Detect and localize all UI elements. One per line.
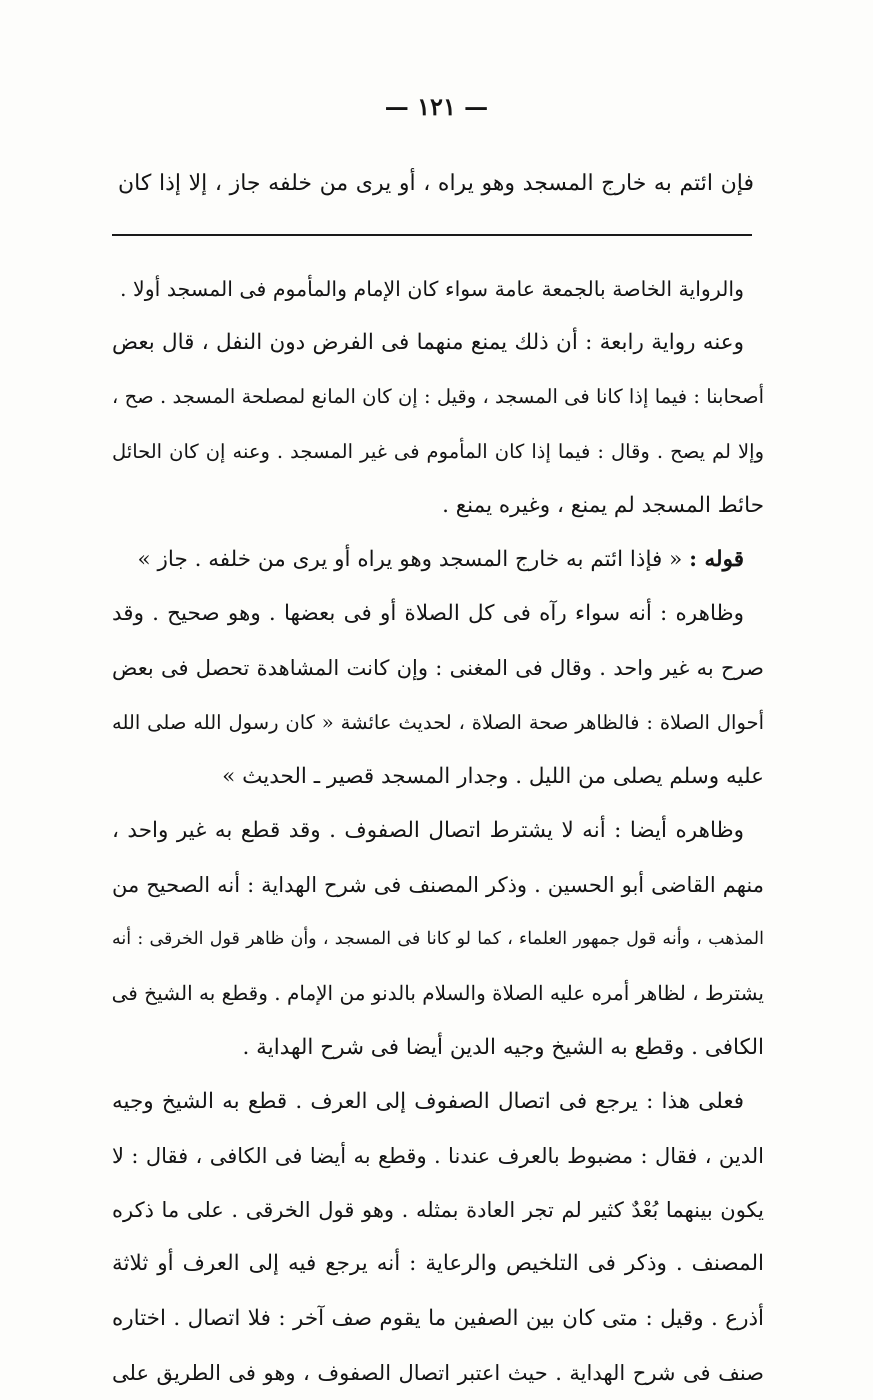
- commentary-line: حائط المسجد لم يمنع ، وغيره يمنع .: [442, 492, 764, 518]
- commentary-line: وظاهره أيضا : أنه لا يشترط اتصال الصفوف . وقد قطع به غير واحد ،: [112, 817, 744, 843]
- main-text-line: فإن ائتم به خارج المسجد وهو يراه ، أو يرى من خلفه جاز ، إلا إذا كان: [118, 171, 754, 196]
- commentary-line: يكون بينهما بُعْدٌ كثير لم تجر العادة بمثله . وهو قول الخرقى . على ما ذكره: [112, 1198, 764, 1223]
- commentary-line: عليه وسلم يصلى من الليل . وجدار المسجد قصير ـ الحديث »: [222, 763, 764, 789]
- lemma-label: قوله :: [689, 546, 744, 572]
- separator-rule: [112, 234, 752, 236]
- commentary-line: الدين ، فقال : مضبوط بالعرف عندنا . وقطع به أيضا فى الكافى ، فقال : لا: [112, 1144, 764, 1168]
- commentary-line: الكافى . وقطع به الشيخ وجيه الدين أيضا فى شرح الهداية .: [242, 1034, 764, 1060]
- commentary-line: يشترط ، لظاهر أمره عليه الصلاة والسلام بالدنو من الإمام . وقطع به الشيخ فى: [112, 981, 764, 1006]
- commentary-line: وظاهره : أنه سواء رآه فى كل الصلاة أو فى بعضها . وهو صحيح . وقد: [112, 601, 744, 627]
- lemma-text: « فإذا ائتم به خارج المسجد وهو يراه أو يرى من خلفه . جاز »: [137, 546, 690, 572]
- commentary-line: أحوال الصلاة : فالظاهر صحة الصلاة ، لحديث عائشة « كان رسول الله صلى الله: [112, 710, 764, 734]
- commentary-line: والرواية الخاصة بالجمعة عامة سواء كان الإمام والمأموم فى المسجد أولا .: [120, 277, 744, 301]
- commentary-line: أذرع . وقيل : متى كان بين الصفين ما يقوم صف آخر : فلا اتصال . اختاره: [112, 1305, 764, 1331]
- commentary-line: أصحابنا : فيما إذا كانا فى المسجد ، وقيل : إن كان المانع لمصلحة المسجد . صح ،: [112, 385, 764, 409]
- commentary-line: منهم القاضى أبو الحسين . وذكر المصنف فى شرح الهداية : أنه الصحيح من: [112, 873, 764, 898]
- commentary-line: صنف فى شرح الهداية . حيث اعتبر اتصال الصفوف ، وهو فى الطريق على: [112, 1360, 764, 1385]
- page-number: — ١٢١ —: [384, 92, 489, 121]
- commentary-line: وإلا لم يصح . وقال : فيما إذا كان المأموم فى غير المسجد . وعنه إن كان الحائل: [112, 439, 764, 463]
- commentary-line: المذهب ، وأنه قول جمهور العلماء ، كما لو كانا فى المسجد ، وأن ظاهر قول الخرقى : أنه: [112, 929, 764, 950]
- commentary-block: [112, 262, 764, 1400]
- commentary-line: صرح به غير واحد . وقال فى المغنى : وإن كانت المشاهدة تحصل فى بعض: [112, 656, 764, 681]
- commentary-line: وعنه رواية رابعة : أن ذلك يمنع منهما فى الفرض دون النفل ، قال بعض: [112, 330, 744, 356]
- commentary-line: فعلى هذا : يرجع فى اتصال الصفوف إلى العرف . قطع به الشيخ وجيه: [112, 1088, 744, 1114]
- commentary-line: [112, 533, 764, 587]
- commentary-line: المصنف . وذكر فى التلخيص والرعاية : أنه يرجع فيه إلى العرف أو ثلاثة: [112, 1251, 764, 1277]
